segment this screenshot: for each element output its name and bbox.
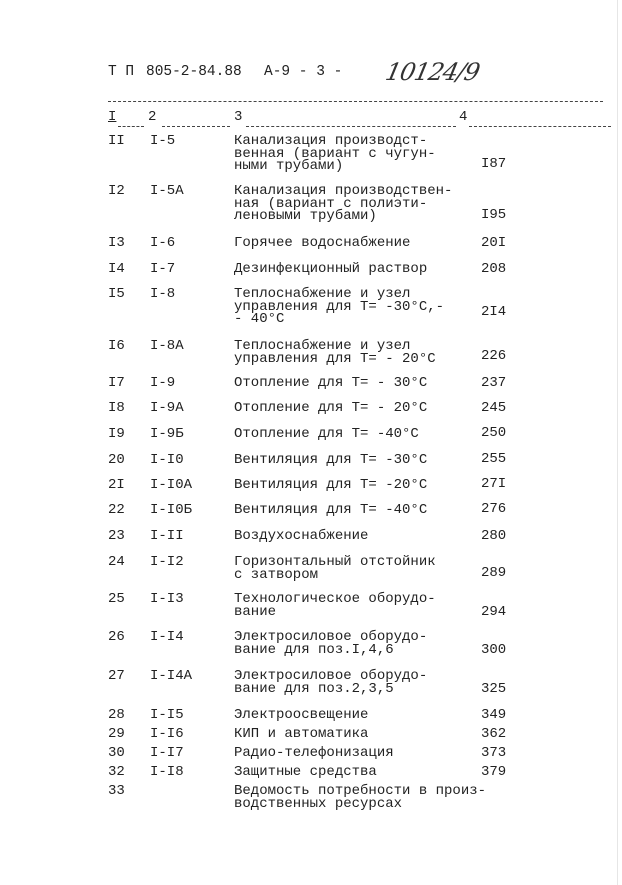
page-number: 280 bbox=[481, 528, 507, 544]
row-number: II bbox=[108, 133, 125, 149]
page-number: 250 bbox=[481, 425, 507, 441]
section-title: Канализация производст- венная (вариант с чугун- ными трубами) bbox=[234, 133, 436, 174]
col-header-rule bbox=[469, 126, 611, 127]
row-number: I6 bbox=[108, 338, 125, 354]
section-title: Ведомость потребности в произ- водственных ресурсах bbox=[234, 783, 487, 812]
section-title: Горизонтальный отстойник с затвором bbox=[234, 554, 436, 583]
section-title: Теплоснабжение и узел управления для Т= -30°С,- - 40°С bbox=[234, 286, 445, 327]
section-title: Технологическое оборудо- вание bbox=[234, 591, 436, 620]
doc-album: А-9 - 3 - bbox=[264, 64, 343, 80]
section-code: I-I7 bbox=[150, 745, 184, 761]
col-header-2: 2 bbox=[148, 109, 157, 125]
row-number: I3 bbox=[108, 235, 125, 251]
row-number: I2 bbox=[108, 183, 125, 199]
section-title: Защитные средства bbox=[234, 764, 377, 780]
page-number: 245 bbox=[481, 400, 507, 416]
section-code: I-II bbox=[150, 528, 184, 544]
section-code: I-I0Б bbox=[150, 502, 193, 518]
col-header-3: 3 bbox=[234, 109, 243, 125]
page-number: 2I4 bbox=[481, 304, 507, 320]
section-code: I-9 bbox=[150, 375, 176, 391]
section-title: Отопление для Т= - 30°С bbox=[234, 375, 428, 391]
row-number: I7 bbox=[108, 375, 125, 391]
page-number: 27I bbox=[481, 476, 507, 492]
section-code: I-6 bbox=[150, 235, 176, 251]
page-number: 20I bbox=[481, 235, 507, 251]
row-number: 20 bbox=[108, 452, 125, 468]
section-code: I-I5 bbox=[150, 707, 184, 723]
row-number: I8 bbox=[108, 400, 125, 416]
col-header-rule bbox=[246, 126, 456, 127]
section-code: I-8 bbox=[150, 286, 176, 302]
page-number: 379 bbox=[481, 764, 507, 780]
row-number: 28 bbox=[108, 707, 125, 723]
section-title: Дезинфекционный раствор bbox=[234, 261, 428, 277]
page-number: 226 bbox=[481, 348, 507, 364]
row-number: 23 bbox=[108, 528, 125, 544]
section-code: I-7 bbox=[150, 261, 176, 277]
row-number: 27 bbox=[108, 668, 125, 684]
divider-top bbox=[108, 101, 603, 102]
section-code: I-I2 bbox=[150, 554, 184, 570]
section-title: Электроосвещение bbox=[234, 707, 369, 723]
page-number: 325 bbox=[481, 681, 507, 697]
row-number: I4 bbox=[108, 261, 125, 277]
page-number: I95 bbox=[481, 207, 507, 223]
section-title: КИП и автоматика bbox=[234, 726, 369, 742]
section-title: Вентиляция для Т= -30°С bbox=[234, 452, 428, 468]
section-code: I-8А bbox=[150, 338, 184, 354]
row-number: 32 bbox=[108, 764, 125, 780]
section-code: I-9А bbox=[150, 400, 184, 416]
col-header-1: I bbox=[108, 109, 117, 125]
page-number: 349 bbox=[481, 707, 507, 723]
section-code: I-I0А bbox=[150, 477, 193, 493]
row-number: 33 bbox=[108, 783, 125, 799]
page-number: 289 bbox=[481, 565, 507, 581]
page-number: 294 bbox=[481, 604, 507, 620]
section-title: Теплоснабжение и узел управления для Т= - 20°С bbox=[234, 338, 436, 367]
section-code: I-5А bbox=[150, 183, 184, 199]
section-title: Электросиловое оборудо- вание для поз.2,3,5 bbox=[234, 668, 428, 697]
section-code: I-I4А bbox=[150, 668, 193, 684]
page-number: 373 bbox=[481, 745, 507, 761]
page-number: 208 bbox=[481, 261, 507, 277]
row-number: 29 bbox=[108, 726, 125, 742]
section-code: I-I0 bbox=[150, 452, 184, 468]
section-code: I-I3 bbox=[150, 591, 184, 607]
row-number: 26 bbox=[108, 629, 125, 645]
section-code: I-I4 bbox=[150, 629, 184, 645]
row-number: 24 bbox=[108, 554, 125, 570]
page-number: 255 bbox=[481, 451, 507, 467]
section-code: I-5 bbox=[150, 133, 176, 149]
page-number: I87 bbox=[481, 156, 507, 172]
section-title: Отопление для Т= -40°С bbox=[234, 426, 419, 442]
section-title: Горячее водоснабжение bbox=[234, 235, 411, 251]
section-title: Канализация производствен- ная (вариант с полиэти- леновыми трубами) bbox=[234, 183, 453, 224]
doc-series: Т П bbox=[108, 64, 135, 80]
section-title: Отопление для Т= - 20°С bbox=[234, 400, 428, 416]
col-header-4: 4 bbox=[459, 109, 468, 125]
section-code: I-I8 bbox=[150, 764, 184, 780]
row-number: I5 bbox=[108, 286, 125, 302]
page-edge bbox=[617, 0, 618, 885]
page-number: 276 bbox=[481, 501, 507, 517]
handwritten-number: 10124/9 bbox=[383, 58, 482, 86]
page-number: 237 bbox=[481, 375, 507, 391]
col-header-rule bbox=[118, 126, 144, 127]
section-title: Вентиляция для Т= -20°С bbox=[234, 477, 428, 493]
page-number: 300 bbox=[481, 642, 507, 658]
section-title: Воздухоснабжение bbox=[234, 528, 369, 544]
col-header-rule bbox=[162, 126, 230, 127]
section-code: I-I6 bbox=[150, 726, 184, 742]
row-number: 30 bbox=[108, 745, 125, 761]
section-title: Вентиляция для Т= -40°С bbox=[234, 502, 428, 518]
row-number: 2I bbox=[108, 477, 125, 493]
page-number: 362 bbox=[481, 726, 507, 742]
section-code: I-9Б bbox=[150, 426, 184, 442]
row-number: 22 bbox=[108, 502, 125, 518]
row-number: 25 bbox=[108, 591, 125, 607]
section-title: Электросиловое оборудо- вание для поз.I,4,6 bbox=[234, 629, 428, 658]
doc-code: 805-2-84.88 bbox=[146, 64, 242, 80]
section-title: Радио-телефонизация bbox=[234, 745, 394, 761]
row-number: I9 bbox=[108, 426, 125, 442]
